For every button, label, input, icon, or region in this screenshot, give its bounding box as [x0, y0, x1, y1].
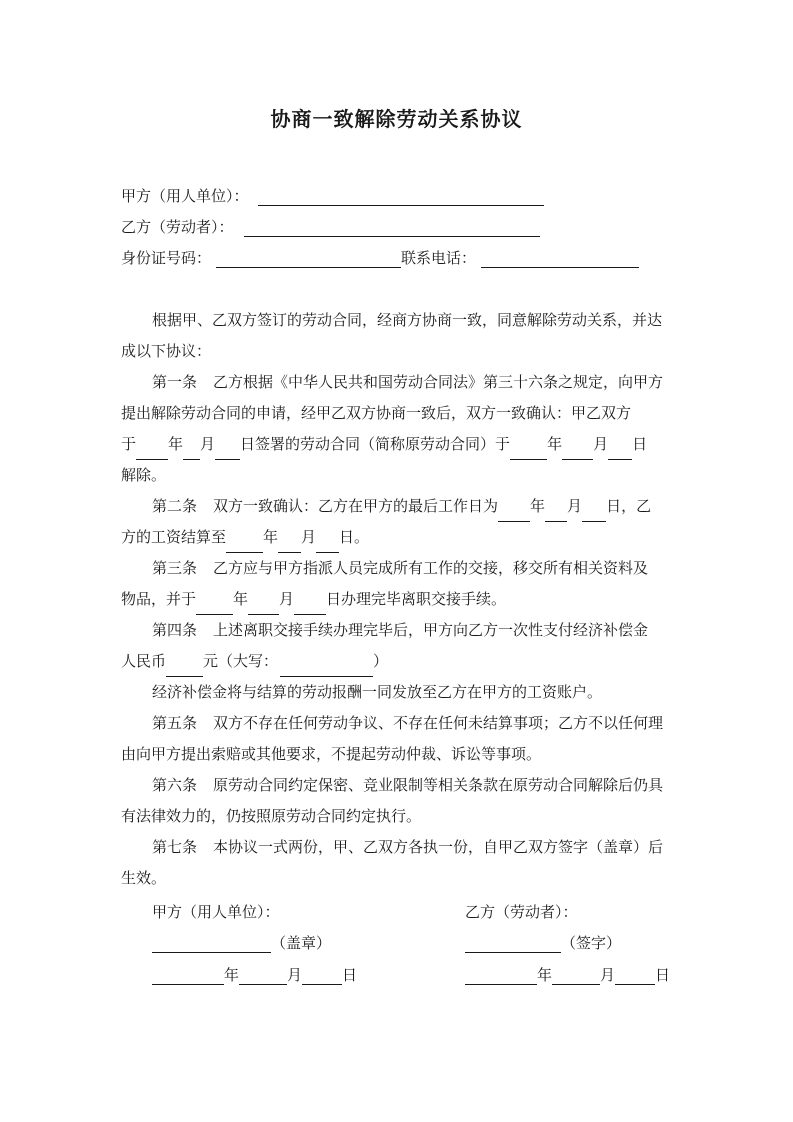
article-3-text: 乙方应与甲方指派人员完成所有工作的交接，移交所有相关资料及	[213, 559, 649, 577]
sign-day-blank[interactable]	[215, 443, 240, 460]
compensation-amount-blank[interactable]	[166, 660, 203, 677]
yue-label: 月	[600, 966, 616, 984]
article-4-note: 经济补偿金将与结算的劳动报酬一同发放至乙方在甲方的工资账户。	[152, 683, 603, 701]
end-year-blank[interactable]	[510, 443, 547, 460]
article-3-text-2: 物品，并于	[121, 590, 197, 608]
sign-year-blank[interactable]	[136, 443, 168, 460]
article-1-date-line	[121, 435, 647, 453]
article-3-heading: 第三条	[152, 559, 198, 577]
article-7	[121, 832, 674, 894]
phone-label: 联系电话：	[401, 249, 477, 267]
article-6-heading: 第六条	[152, 776, 198, 794]
id-phone-line	[121, 248, 639, 268]
article-2-text: 双方一致确认：乙方在甲方的最后工作日为	[213, 497, 499, 515]
party-b-line	[121, 217, 540, 237]
party-b-month-blank[interactable]	[552, 968, 600, 985]
phone-blank[interactable]	[481, 251, 639, 268]
sign-party-b-sign-line	[465, 933, 621, 953]
end-day-blank[interactable]	[608, 443, 632, 460]
nian-label: 年	[263, 528, 279, 546]
article-1-heading: 第一条	[152, 373, 198, 391]
salary-day-blank[interactable]	[316, 536, 339, 553]
yue-label: 月	[287, 966, 303, 984]
article-4-text-2: 人民币	[121, 652, 167, 670]
ri-end-label: 日。	[339, 528, 370, 546]
article-7-heading: 第七条	[152, 838, 198, 856]
sign-party-a-label: 甲方（用人单位）：	[152, 903, 280, 921]
salary-year-blank[interactable]	[226, 536, 263, 553]
compensation-words-blank[interactable]	[280, 660, 373, 677]
yu-label: 于	[121, 435, 137, 453]
yue-label: 月	[301, 528, 317, 546]
intro-paragraph	[121, 305, 674, 367]
close-paren: ）	[373, 652, 389, 670]
sign-party-a-date	[152, 965, 357, 985]
nian-label: 年	[224, 966, 240, 984]
yue-label: 月	[279, 590, 295, 608]
party-a-month-blank[interactable]	[239, 968, 287, 985]
party-a-blank[interactable]	[258, 189, 544, 206]
id-label: 身份证号码：	[121, 249, 212, 267]
ri-label: 日	[342, 966, 358, 984]
id-blank[interactable]	[216, 251, 401, 268]
yuan-label: 元（大写：	[203, 652, 279, 670]
ri-label: 日	[655, 966, 671, 984]
party-b-blank[interactable]	[244, 220, 540, 237]
party-a-seal-blank[interactable]	[152, 936, 271, 953]
ri-label: 日	[632, 435, 648, 453]
last-day-month-blank[interactable]	[545, 505, 567, 522]
yue-label: 月	[567, 497, 583, 515]
article-2-heading: 第二条	[152, 497, 198, 515]
party-a-line	[121, 186, 544, 206]
party-b-sign-blank[interactable]	[465, 936, 561, 953]
signed-text: 日签署的劳动合同（简称原劳动合同）于	[240, 435, 511, 453]
ri-comma-label: 日，乙	[606, 497, 652, 515]
sign-party-b-label: 乙方（劳动者）：	[465, 903, 578, 921]
article-3	[121, 553, 674, 615]
handover-day-blank[interactable]	[294, 598, 326, 615]
handover-month-blank[interactable]	[248, 598, 279, 615]
article-4-heading: 第四条	[152, 621, 198, 639]
nian-label: 年	[537, 966, 553, 984]
article-1-text: 乙方根据《中华人民共和国劳动合同法》第三十六条之规定，向甲方提出解除劳动合同的申请，经甲乙双方协商一致后，双方一致确认：甲乙双方	[121, 373, 664, 422]
sign-party-a-seal-line	[152, 933, 331, 953]
article-4	[121, 615, 674, 708]
article-5-heading: 第五条	[152, 714, 198, 732]
sign-month-blank[interactable]	[183, 443, 200, 460]
article-1	[121, 367, 674, 491]
article-6-text: 原劳动合同约定保密、竞业限制等相关条款在原劳动合同解除后仍具有法律效力的，仍按照原劳动合同约定执行。	[121, 776, 664, 825]
article-2	[121, 491, 674, 553]
handover-year-blank[interactable]	[196, 598, 233, 615]
party-a-day-blank[interactable]	[302, 968, 342, 985]
party-b-year-blank[interactable]	[465, 968, 537, 985]
intro-text: 根据甲、乙双方签订的劳动合同，经商方协商一致，同意解除劳动关系，并达成以下协议：	[121, 311, 663, 360]
yue-label: 月	[593, 435, 609, 453]
end-month-blank[interactable]	[562, 443, 593, 460]
nian-label: 年	[233, 590, 249, 608]
seal-label: （盖章）	[271, 934, 332, 952]
party-a-label: 甲方（用人单位）：	[121, 187, 249, 205]
article-5-text: 双方不存在任何劳动争议、不存在任何未结算事项；乙方不以任何理由向甲方提出索赔或其他要求，不提起劳动仲裁、诉讼等事项。	[121, 714, 664, 763]
last-day-year-blank[interactable]	[498, 505, 530, 522]
sign-party-b-date	[465, 965, 670, 985]
article-3-rest: 日办理完毕离职交接手续。	[326, 590, 507, 608]
document-title: 协商一致解除劳动关系协议	[270, 107, 523, 131]
last-day-day-blank[interactable]	[582, 505, 606, 522]
salary-month-blank[interactable]	[278, 536, 301, 553]
party-a-year-blank[interactable]	[152, 968, 224, 985]
nian-label: 年	[547, 435, 563, 453]
article-1-end: 解除。	[121, 466, 167, 484]
nian-label: 年	[168, 435, 184, 453]
article-7-text: 本协议一式两份，甲、乙双方各执一份，自甲乙双方签字（盖章）后生效。	[121, 838, 664, 887]
article-2-text-2: 方的工资结算至	[121, 528, 227, 546]
yue-label: 月	[200, 435, 216, 453]
party-b-label: 乙方（劳动者）：	[121, 218, 234, 236]
nian-label: 年	[530, 497, 546, 515]
party-b-day-blank[interactable]	[615, 968, 655, 985]
sign-label: （签字）	[561, 934, 622, 952]
article-4-text: 上述离职交接手续办理完毕后，甲方向乙方一次性支付经济补偿金	[213, 621, 649, 639]
article-5	[121, 708, 674, 770]
article-6	[121, 770, 674, 832]
